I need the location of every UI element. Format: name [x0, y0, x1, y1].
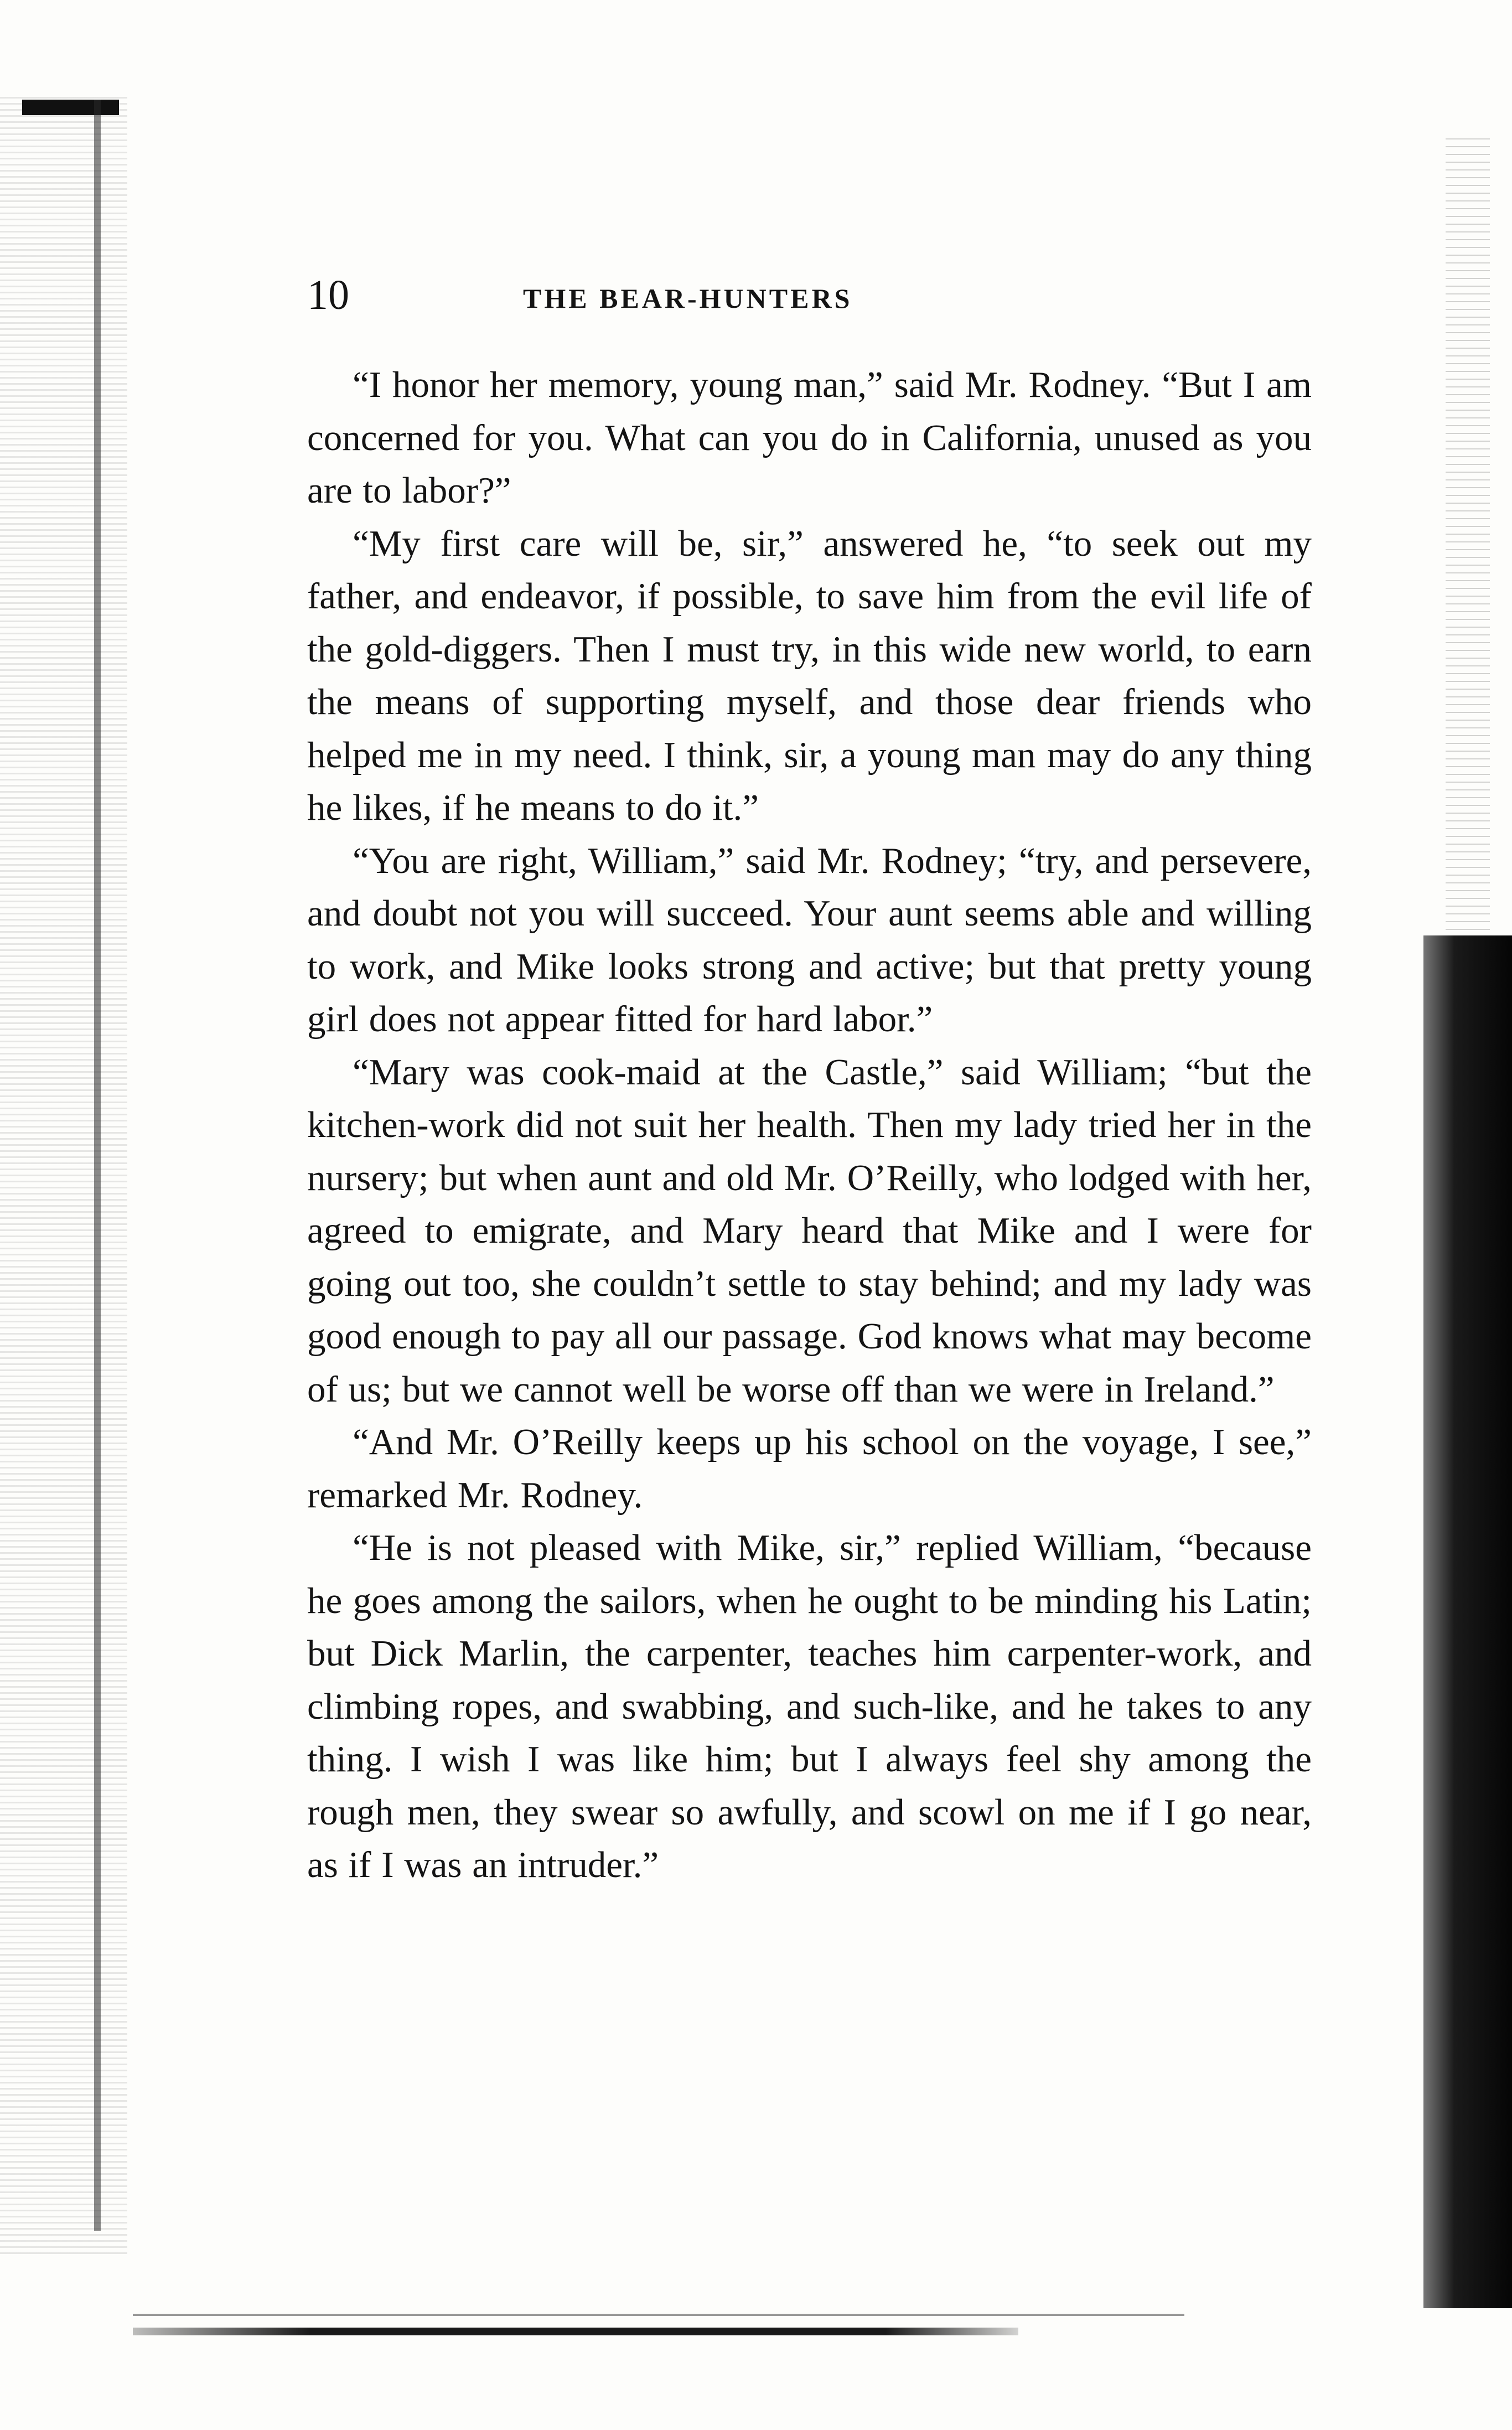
running-head — [307, 270, 1312, 320]
paragraph: “He is not pleased with Mike, sir,” replied William, “because he goes among the sailors, when he ought to be minding his Latin; but Dick Marlin, the carpenter, teaches him carpenter-work, and climbing ropes, and swabbing, and such-like, and he takes to any thing. I wish I was like him; but I always feel shy among the rough men, they swear so awfully, and scowl on me if I go near, as if I was an intruder.” — [307, 1527, 1312, 1885]
body-text — [307, 359, 1312, 2241]
scan-bottom-artifact-rule — [133, 2328, 1018, 2335]
paragraph: “And Mr. O’Reilly keeps up his school on the voyage, I see,” remarked Mr. Rodney. — [307, 1421, 1312, 1516]
scan-edge-artifact-left-top — [22, 100, 119, 115]
scan-edge-artifact-left — [0, 97, 127, 2256]
paragraph: “I honor her memory, young man,” said Mr. Rodney. “But I am concerned for you. What can you do in California, unused as you are to labor?” — [307, 364, 1312, 511]
page-number: 10 — [307, 272, 349, 318]
scan-edge-artifact-right-bar — [1423, 935, 1512, 2308]
scan-edge-artifact-left-rule — [94, 100, 101, 2231]
scan-bottom-artifact-thin — [133, 2314, 1184, 2316]
paragraph: “Mary was cook-maid at the Castle,” said William; “but the kitchen-work did not suit her health. Then my lady tried her in the nursery; but when aunt and old Mr. O’Reilly, who lodged with her, agreed to emigrate, and Mary heard that Mike and I were for going out too, she couldn’t settle to stay behind; and my lady was good enough to pay all our passage. God knows what may become of us; but we cannot well be worse off than we were in Ireland.” — [307, 1051, 1312, 1410]
scan-edge-artifact-right-top — [1446, 138, 1490, 941]
paragraph: “You are right, William,” said Mr. Rodney; “try, and persevere, and doubt not you will succeed. Your aunt seems able and willing to work, and Mike looks strong and active; but that pretty young girl does not appear fitted for hard labor.” — [307, 840, 1312, 1040]
running-title: THE BEAR-HUNTERS — [523, 283, 853, 314]
paragraph: “My first care will be, sir,” answered he, “to seek out my father, and endeavor, if possible, to save him from the evil life of the gold-diggers. Then I must try, in this wide new world, to earn the means of supporting myself, and those dear friends who helped me in my need. I think, sir, a young man may do any thing he likes, if he means to do it.” — [307, 523, 1312, 828]
